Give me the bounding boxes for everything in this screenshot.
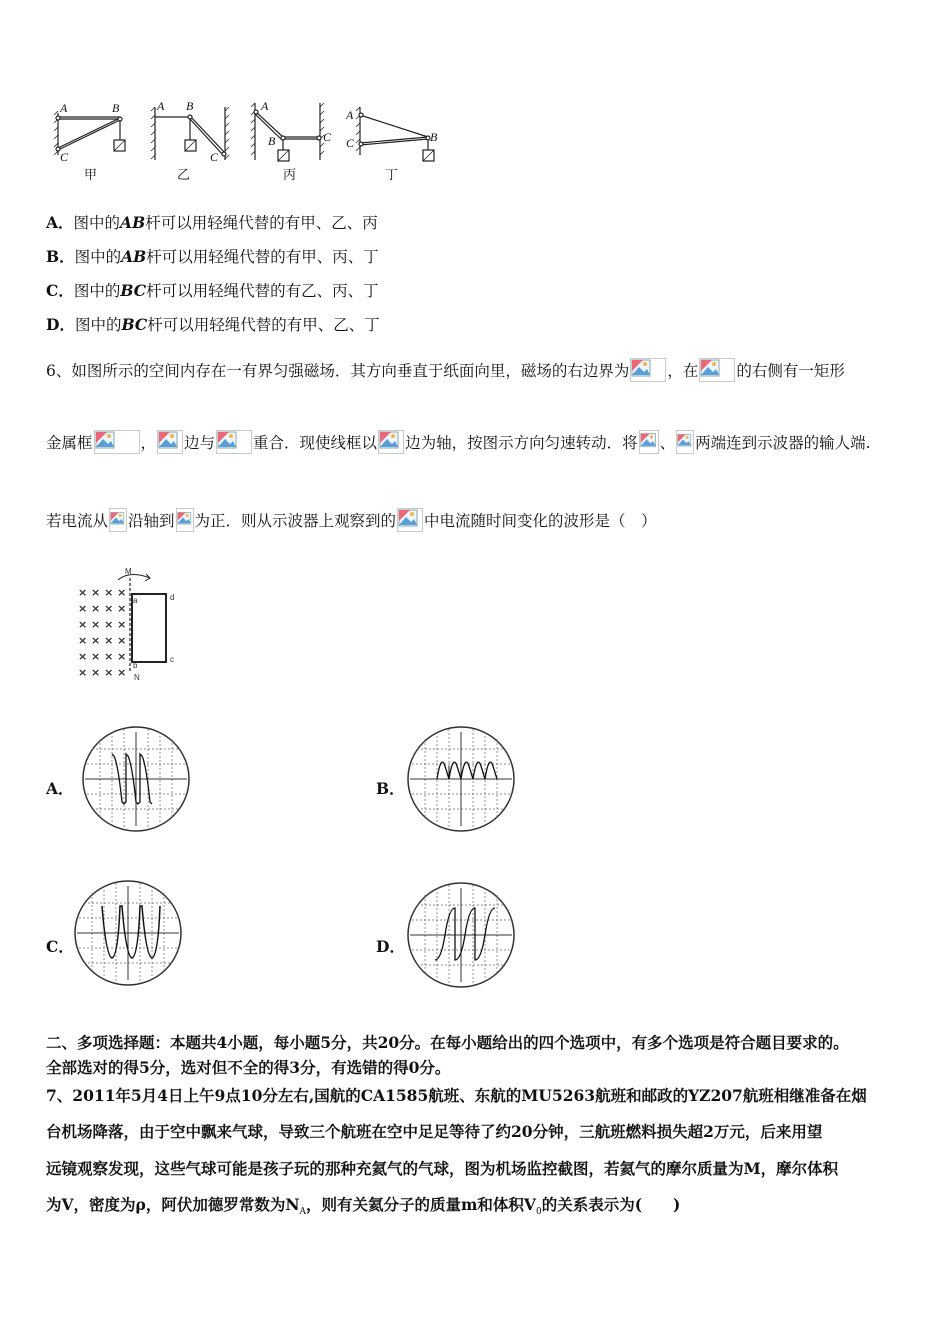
svg-text:× × × ×: × × × × <box>78 602 127 615</box>
fig-label-A: A <box>157 99 165 113</box>
q6-option-a-scope[interactable] <box>80 724 192 834</box>
broken-image-icon <box>378 430 404 454</box>
q7-line-1: 7、2011年5月4日上午9点10分左右,国航的CA1585航班、东航的MU5263航班和邮政的YZ207航班相继准备在烟 <box>46 1086 867 1105</box>
broken-image-icon <box>109 508 127 532</box>
q6-option-a-label[interactable]: A． <box>46 779 74 798</box>
svg-text:× × × ×: × × × × <box>78 666 127 679</box>
fig-label-B: B <box>430 130 438 144</box>
q7-line-2: 台机场降落，由于空中飘来气球，导致三个航班在空中足足等待了约20分钟，三航班燃料损失超2万元，后来用望 <box>46 1122 823 1141</box>
broken-image-icon <box>94 430 140 454</box>
q5-option-c[interactable]: C．图中的BC杆可以用轻绳代替的有乙、丙、丁 <box>46 281 379 300</box>
fig-caption-ding: 丁 <box>385 168 399 183</box>
q6-option-c-label[interactable]: C． <box>46 937 74 956</box>
q5-option-b[interactable]: B．图中的AB杆可以用轻绳代替的有甲、丙、丁 <box>46 247 379 266</box>
q6-line-2: 金属框 ， 边与 重合．现使线框以 边为轴，按图示方向匀速转动．将 、 两端连到示波器的输人端. <box>46 430 871 454</box>
q6-option-b-scope[interactable] <box>405 724 517 834</box>
svg-text:× × × ×: × × × × <box>78 618 127 631</box>
fig-caption-bing: 丙 <box>283 168 297 183</box>
q7-line-3: 远镜观察发现，这些气球可能是孩子玩的那种充氦气的气球，图为机场监控截图，若氦气的摩尔质量为M，摩尔体积 <box>46 1159 839 1178</box>
fig-label-d: d <box>170 593 175 602</box>
q7-line-4: 为V，密度为ρ，阿伏加德罗常数为$N_A$，则有关氦分子的质量m和体积$V_0$的关系表示为( ) <box>46 1195 681 1218</box>
fig-label-C: C <box>60 150 69 164</box>
q6-option-c-scope[interactable] <box>72 878 184 988</box>
q6-line-1: 6、如图所示的空间内存在一有界匀强磁场．其方向垂直于纸面向里，磁场的右边界为 ，在 的右侧有一矩形 <box>46 358 845 382</box>
q6-option-d-label[interactable]: D． <box>376 937 405 956</box>
fig-label-B: B <box>268 134 276 148</box>
fig-label-N: N <box>134 673 140 682</box>
svg-text:× × × ×: × × × × <box>78 634 127 647</box>
q5-option-d[interactable]: D．图中的BC杆可以用轻绳代替的有甲、乙、丁 <box>46 315 380 334</box>
broken-image-icon <box>397 508 423 532</box>
q6-field-figure <box>70 560 190 685</box>
broken-image-icon <box>176 508 194 532</box>
broken-image-icon <box>216 430 252 454</box>
fig-label-a: a <box>133 596 138 605</box>
fig-label-A: A <box>60 101 68 115</box>
fig-caption-jia: 甲 <box>84 168 98 183</box>
fig-label-C: C <box>323 130 332 144</box>
fig-label-A: A <box>346 108 354 122</box>
fig-label-A: A <box>261 99 269 113</box>
broken-image-icon <box>676 430 694 454</box>
broken-image-icon <box>699 358 735 382</box>
section-2-heading: 二、多项选择题：本题共4小题，每小题5分，共20分。在每小题给出的四个选项中，有多个选项是符合题目要求的。 全部选对的得5分，选对但不全的得3分，有选错的得0分。 <box>46 1033 849 1077</box>
fig-label-B: B <box>112 101 120 115</box>
fig-label-c: c <box>170 655 174 664</box>
broken-image-icon <box>639 430 659 454</box>
fig-label-C: C <box>210 150 219 164</box>
broken-image-icon <box>157 430 183 454</box>
q6-line-3: 若电流从 沿轴到 为正．则从示波器上观察到的 中电流随时间变化的波形是（ ） <box>46 508 657 532</box>
q6-option-b-label[interactable]: B． <box>376 779 405 798</box>
fig-label-M: M <box>125 567 132 576</box>
fig-caption-yi: 乙 <box>177 168 191 183</box>
broken-image-icon <box>630 358 666 382</box>
svg-text:× × × ×: × × × × <box>78 586 127 599</box>
fig-label-b: b <box>133 661 138 670</box>
q6-option-d-scope[interactable] <box>405 880 517 990</box>
q5-option-a[interactable]: A．图中的AB杆可以用轻绳代替的有甲、乙、丙 <box>46 213 378 232</box>
fig-label-B: B <box>186 99 194 113</box>
fig-label-C: C <box>346 136 355 150</box>
q5-figure <box>40 95 460 190</box>
svg-text:× × × ×: × × × × <box>78 650 127 663</box>
